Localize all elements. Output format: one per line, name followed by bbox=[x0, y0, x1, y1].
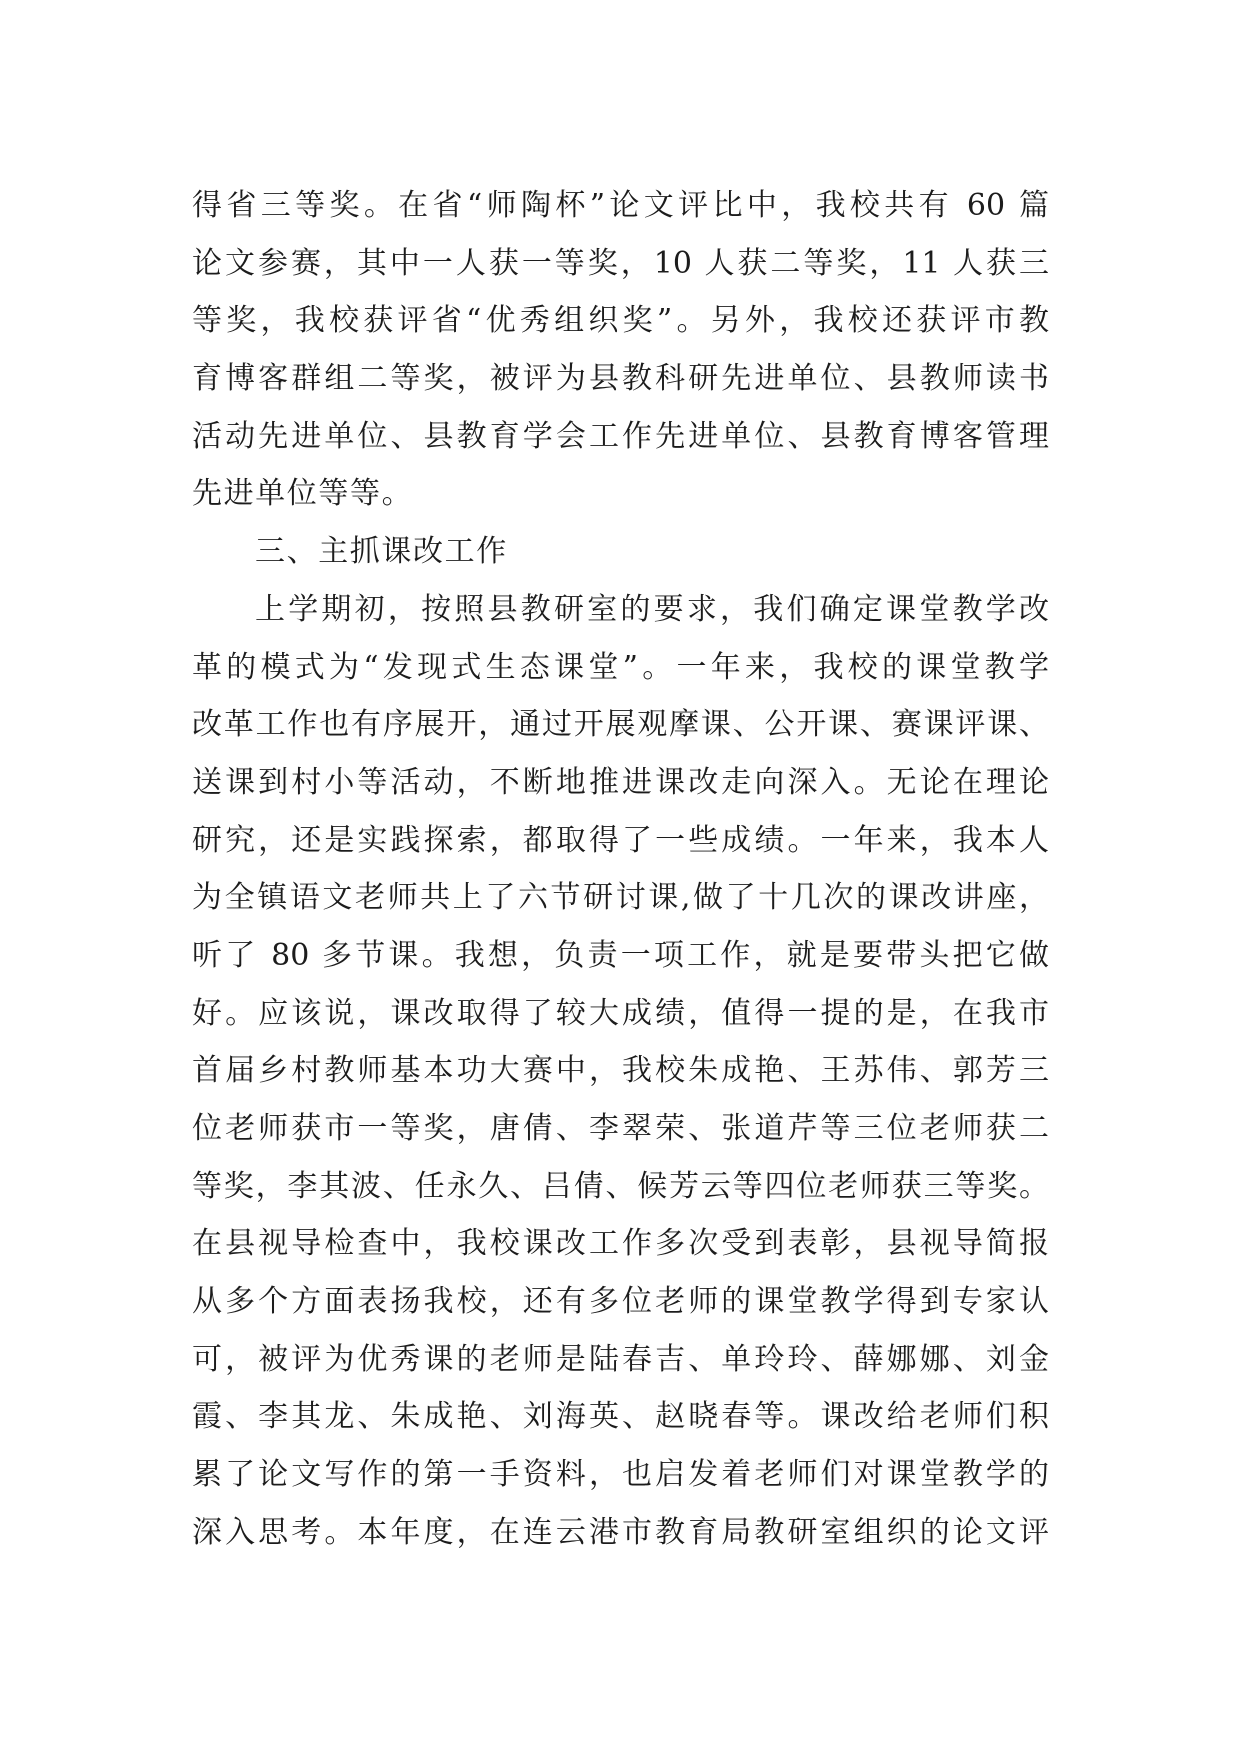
paragraph-line: 等奖，我校获评省“优秀组织奖”。另外，我校还获评市教 bbox=[192, 303, 1049, 339]
paragraph-line: 送课到村小等活动，不断地推进课改走向深入。无论在理论 bbox=[192, 764, 1049, 800]
paragraph-line: 论文参赛，其中一人获一等奖，10 人获二等奖，11 人获三 bbox=[192, 245, 1049, 281]
paragraph-line: 先进单位等等。 bbox=[192, 476, 414, 512]
paragraph-line: 活动先进单位、县教育学会工作先进单位、县教育博客管理 bbox=[192, 418, 1049, 454]
paragraph-line: 研究，还是实践探索，都取得了一些成绩。一年来，我本人 bbox=[192, 822, 1049, 858]
paragraph-line: 霞、李其龙、朱成艳、刘海英、赵晓春等。课改给老师们积 bbox=[192, 1399, 1049, 1435]
paragraph-line: 位老师获市一等奖，唐倩、李翠荣、张道芹等三位老师获二 bbox=[192, 1111, 1049, 1146]
paragraph-line: 育博客群组二等奖，被评为县教科研先进单位、县教师读书 bbox=[192, 361, 1049, 397]
paragraph-awards bbox=[192, 177, 1049, 523]
paragraph-line: 听了 80 多节课。我想，负责一项工作，就是要带头把它做 bbox=[192, 937, 1049, 973]
paragraph-line: 等奖，李其波、任永久、吕倩、候芳云等四位老师获三等奖。 bbox=[192, 1168, 1049, 1204]
paragraph-line: 为全镇语文老师共上了六节研讨课,做了十几次的课改讲座， bbox=[192, 880, 1049, 916]
paragraph-line: 可，被评为优秀课的老师是陆春吉、单玲玲、薛娜娜、刘金 bbox=[192, 1341, 1049, 1377]
paragraph-curriculum-reform bbox=[192, 581, 1049, 1562]
paragraph-line: 改革工作也有序展开，通过开展观摩课、公开课、赛课评课、 bbox=[192, 707, 1049, 743]
paragraph-line: 在县视导检查中，我校课改工作多次受到表彰，县视导简报 bbox=[192, 1226, 1049, 1262]
paragraph-line: 累了论文写作的第一手资料，也启发着老师们对课堂教学的 bbox=[192, 1457, 1049, 1493]
paragraph-line: 从多个方面表扬我校，还有多位老师的课堂教学得到专家认 bbox=[192, 1284, 1049, 1320]
section-heading: 三、主抓课改工作 bbox=[255, 534, 508, 570]
paragraph-line: 深入思考。本年度，在连云港市教育局教研室组织的论文评 bbox=[192, 1514, 1049, 1550]
paragraph-line: 上学期初，按照县教研室的要求，我们确定课堂教学改 bbox=[255, 591, 1049, 627]
paragraph-line: 得省三等奖。在省“师陶杯”论文评比中，我校共有 60 篇 bbox=[192, 188, 1049, 223]
paragraph-line: 革的模式为“发现式生态课堂”。一年来，我校的课堂教学 bbox=[192, 649, 1049, 685]
paragraph-line: 好。应该说，课改取得了较大成绩，值得一提的是，在我市 bbox=[192, 995, 1049, 1031]
paragraph-line: 首届乡村教师基本功大赛中，我校朱成艳、王苏伟、郭芳三 bbox=[192, 1053, 1049, 1089]
document-body bbox=[192, 177, 1049, 1562]
